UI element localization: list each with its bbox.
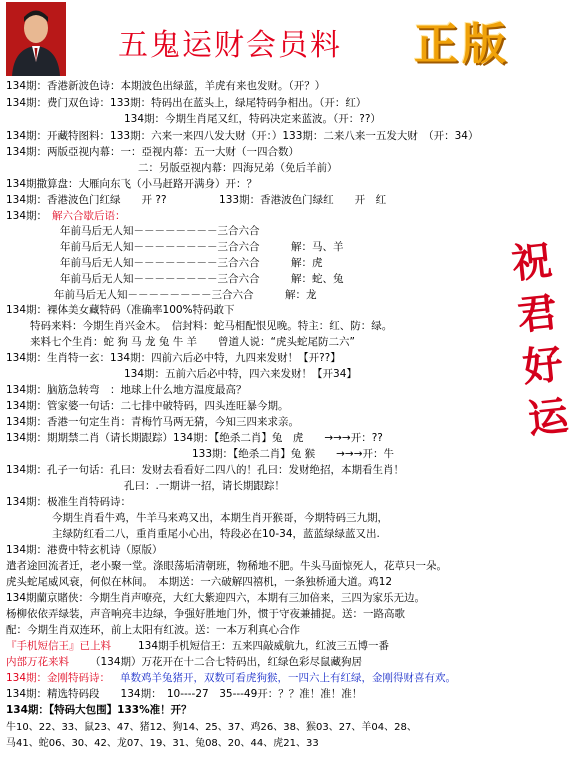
text-line: 孔曰：.一期讲一招，请长期跟踪！ — [124, 480, 285, 492]
poem-line: 遣者途回流者迁，老小聚一堂。涤眼荡垢清朝班，物稀地不肥。牛头马面惊死人，花草只一朵。 — [6, 560, 447, 572]
text-line: 134期：今期生肖尾又红，特码决定来蓝波。（开：??） — [124, 113, 381, 125]
riddle-line: 年前马后无人知－－－－－－－－三合六合 解：龙 — [54, 289, 317, 301]
riddle-line: 年前马后无人知－－－－－－－－三合六合 解：马、羊 — [60, 241, 344, 253]
poem-line: 今期生肖看牛鸡，牛羊马来鸡又出，本期生肖开猴哥，今期特码三九期， — [52, 512, 388, 524]
riddle-line: 年前马后无人知－－－－－－－－三合六合 解：虎 — [60, 257, 323, 269]
text-line: 134期：香港波色门红绿 开 ?? 133期：香港波色门绿红 开 红 — [6, 194, 387, 206]
text-line: 134期：精选特码段 134期： 10----27 35---49开：？？准！准！准！ — [6, 688, 363, 700]
text-line: 134期：香港一句定生肖：青梅竹马两无猜，今知三四来求亲。 — [6, 416, 300, 428]
text-line: 134期：极准生肖特码诗： — [6, 496, 132, 508]
text-line: 来料七个生肖：蛇 狗 马 龙 兔 牛 羊 曾道人说：“虎头蛇尾防二六” — [30, 336, 355, 348]
text-line: 134期：生肖特一玄：134期：四前六后必中特，九四来发财！【开??】 — [6, 352, 341, 364]
text-line: 134期： — [6, 210, 48, 222]
text-line: 134期：香港新波色诗：本期波色出绿蓝，羊虎有来也发财。（开？） — [6, 80, 326, 92]
riddle-line: 年前马后无人知－－－－－－－－三合六合 解：蛇、兔 — [60, 273, 344, 285]
text-line: （134期）万花开在十二合七特码出，红绿色彩尽鼠藏狗居 — [90, 656, 363, 668]
authentic-stamp: 正版 — [414, 19, 510, 70]
good-luck-vertical-text: 祝君好运 — [509, 236, 571, 444]
sms-king-heading: 『手机短信王』已上料 — [6, 640, 111, 652]
text-line: 二：另版亞视内幕：四海兄弟（免后羊前） — [138, 162, 338, 174]
text-line: 134期：管家婆一句话：二七排中破特码，四头连旺暴今期。 — [6, 400, 289, 412]
poem-line: 单数鸡羊兔猪开，双数可看虎狗猴，一四六上有红绿，金刚得财喜有欢。 — [120, 672, 456, 684]
inside-heading: 内部万花来料 — [6, 656, 69, 668]
text-line: 134期：五前六后必中特，四六来发财！【开34】 — [124, 368, 357, 380]
text-line: 配：今期生肖双连环，前上太阳有红波。送：一本万利真心合作 — [6, 624, 300, 636]
numbers-line: 牛10、22、33、鼠23、47、猪12、狗14、25、37、鸡26、38、猴03、27、羊04、28、 — [6, 722, 417, 733]
page-title: 五鬼运财会员料 — [118, 28, 342, 63]
text-line: 134期：孔子一句话：孔曰：发财去看看好二四八的！孔曰：发财绝招，本期看生肖！ — [6, 464, 405, 476]
text-line: 134期：裸体美女藏特码（准确率100%特码敢下 — [6, 304, 235, 316]
text-line: 134期撒算盘：大雁向东飞（小马赶路开满身）开：？ — [6, 178, 258, 190]
text-line: 134期手机短信王：五来四敲威航九，红波三五博一番 — [138, 640, 390, 652]
portrait-photo — [6, 2, 66, 76]
text-line: 134期：期期禁二肖（请长期跟踪）134期：【绝杀二肖】兔 虎 →→→开：?? — [6, 432, 383, 444]
poem-line: 虎头蛇尾威风衰，何似在林间。 本期送：一六破解四禧机，一条独桥通大道。鸡12 — [6, 576, 393, 588]
text-line: 杨柳依依弄绿装，声音响亮丰边绿，争强好胜地门外，惯于守夜兼捕捉。送：一路高歌 — [6, 608, 405, 620]
text-line: 特码来料：今期生肖兴金木。 信封料：蛇马相配恨见晚。特主：红、防：绿。 — [30, 320, 393, 332]
text-line: 134期蘭京賭侠：今期生肖声嘹亮，大红大紫迎四六，本期有三加倍来，三四为家乐无边。 — [6, 592, 426, 604]
text-line: 134期：【特码大包围】133%准！开？ — [6, 704, 192, 716]
text-line: 134期：开藏特图料：133期：六来一来四八发大财（开：）133期：二来八来一五发大财 （开：34） — [6, 130, 479, 142]
riddle-line: 年前马后无人知－－－－－－－－三合六合 — [60, 225, 260, 237]
section-heading: 解六合歇后语： — [52, 210, 126, 222]
section-heading: 134期：金刚特码诗： — [6, 672, 111, 684]
text-line: 133期：【绝杀二肖】兔 猴 →→→开：牛 — [192, 448, 395, 460]
text-line: 134期：费门双色诗：133期：特码出在蓝头上，绿尾特码争相出。（开：红） — [6, 97, 367, 109]
poem-line: 主绿防红看二八，重肖重尾小心出，特段必在10-34，蓝蓝绿绿蓝又出. — [52, 528, 380, 540]
text-line: 134期：脑筋急转弯 ：地球上什么地方温度最高？ — [6, 384, 247, 396]
text-line: 134期：两版亞视内幕：一：亞视内幕：五一大财（一四合数） — [6, 146, 300, 158]
numbers-line: 马41、蛇06、30、42、龙07、19、31、兔08、20、44、虎21、33 — [6, 738, 319, 749]
text-line: 134期：港费中特玄机诗（原版） — [6, 544, 163, 556]
